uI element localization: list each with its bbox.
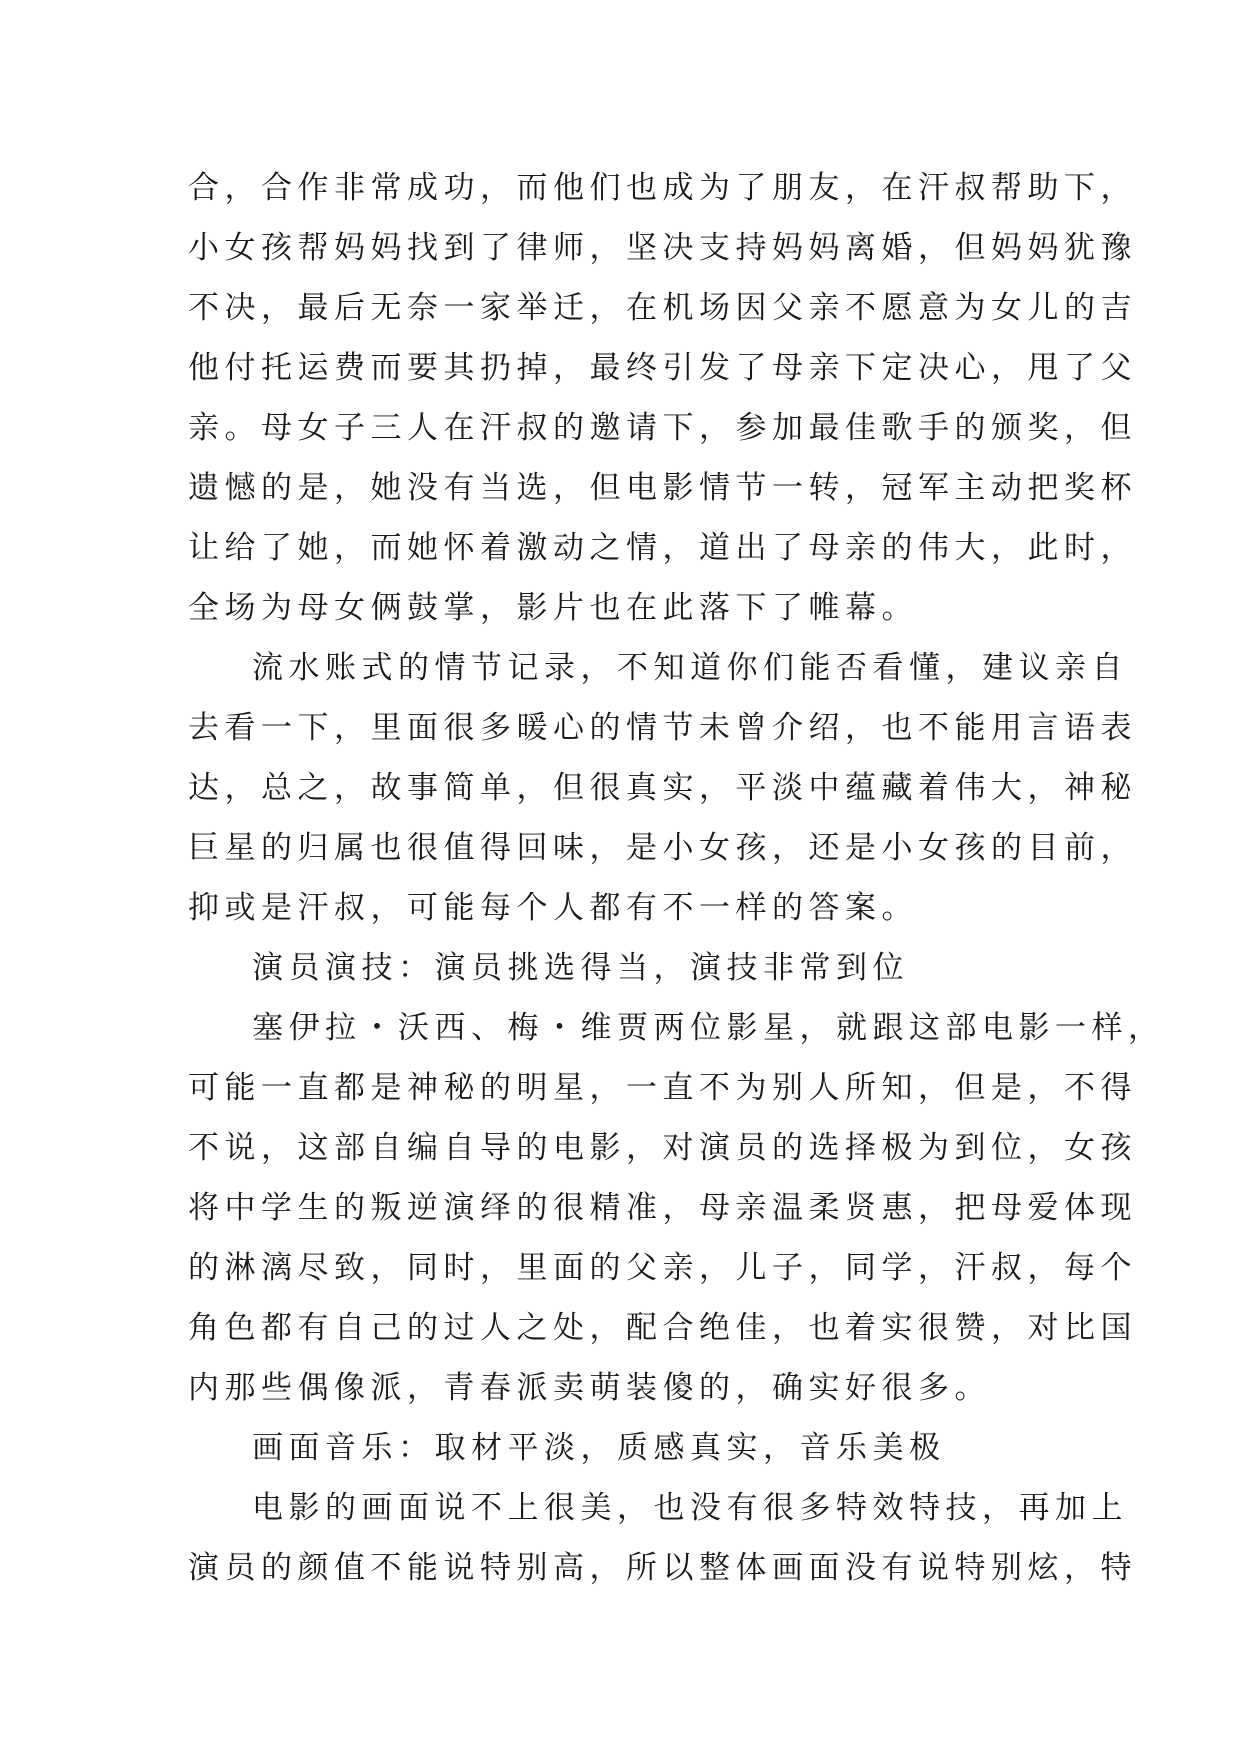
paragraph-line: 他付托运费而要其扔掉，最终引发了母亲下定决心，甩了父: [188, 350, 1137, 386]
paragraph-line: 可能一直都是神秘的明星，一直不为别人所知，但是，不得: [188, 1070, 1137, 1106]
paragraph-line: 演员的颜值不能说特别高，所以整体画面没有说特别炫，特: [188, 1550, 1137, 1586]
paragraph-line: 角色都有自己的过人之处，配合绝佳，也着实很赞，对比国: [188, 1310, 1137, 1346]
paragraph-line: 亲。母女子三人在汗叔的邀请下，参加最佳歌手的颁奖，但: [188, 410, 1137, 446]
paragraph-line: 全场为母女俩鼓掌，影片也在此落下了帷幕。: [188, 590, 918, 626]
paragraph-line: 去看一下，里面很多暖心的情节未曾介绍，也不能用言语表: [188, 710, 1137, 746]
paragraph-line: 内那些偶像派，青春派卖萌装傻的，确实好很多。: [188, 1370, 991, 1406]
paragraph-line: 小女孩帮妈妈找到了律师，坚决支持妈妈离婚，但妈妈犹豫: [188, 230, 1137, 266]
section-heading: 画面音乐：取材平淡，质感真实，音乐美极: [252, 1430, 946, 1466]
paragraph-line: 抑或是汗叔，可能每个人都有不一样的答案。: [188, 890, 918, 926]
paragraph-line: 合，合作非常成功，而他们也成为了朋友，在汗叔帮助下，: [188, 170, 1137, 206]
paragraph-line: 让给了她，而她怀着激动之情，道出了母亲的伟大，此时，: [188, 530, 1137, 566]
paragraph-line: 遗憾的是，她没有当选，但电影情节一转，冠军主动把奖杯: [188, 470, 1137, 506]
paragraph-line: 达，总之，故事简单，但很真实，平淡中蕴藏着伟大，神秘: [188, 770, 1137, 806]
paragraph-line: 将中学生的叛逆演绎的很精准，母亲温柔贤惠，把母爱体现: [188, 1190, 1137, 1226]
paragraph-line: 电影的画面说不上很美，也没有很多特效特技，再加上: [252, 1490, 1128, 1526]
paragraph-line: 塞伊拉・沃西、梅・维贾两位影星，就跟这部电影一样，: [252, 1010, 1165, 1046]
paragraph-line: 不说，这部自编自导的电影，对演员的选择极为到位，女孩: [188, 1130, 1137, 1166]
paragraph-line: 的淋漓尽致，同时，里面的父亲，儿子，同学，汗叔，每个: [188, 1250, 1137, 1286]
section-heading: 演员演技：演员挑选得当，演技非常到位: [252, 950, 909, 986]
paragraph-line: 不决，最后无奈一家举迁，在机场因父亲不愿意为女儿的吉: [188, 290, 1137, 326]
paragraph-line: 流水账式的情节记录，不知道你们能否看懂，建议亲自: [252, 650, 1128, 686]
paragraph-line: 巨星的归属也很值得回味，是小女孩，还是小女孩的目前，: [188, 830, 1137, 866]
